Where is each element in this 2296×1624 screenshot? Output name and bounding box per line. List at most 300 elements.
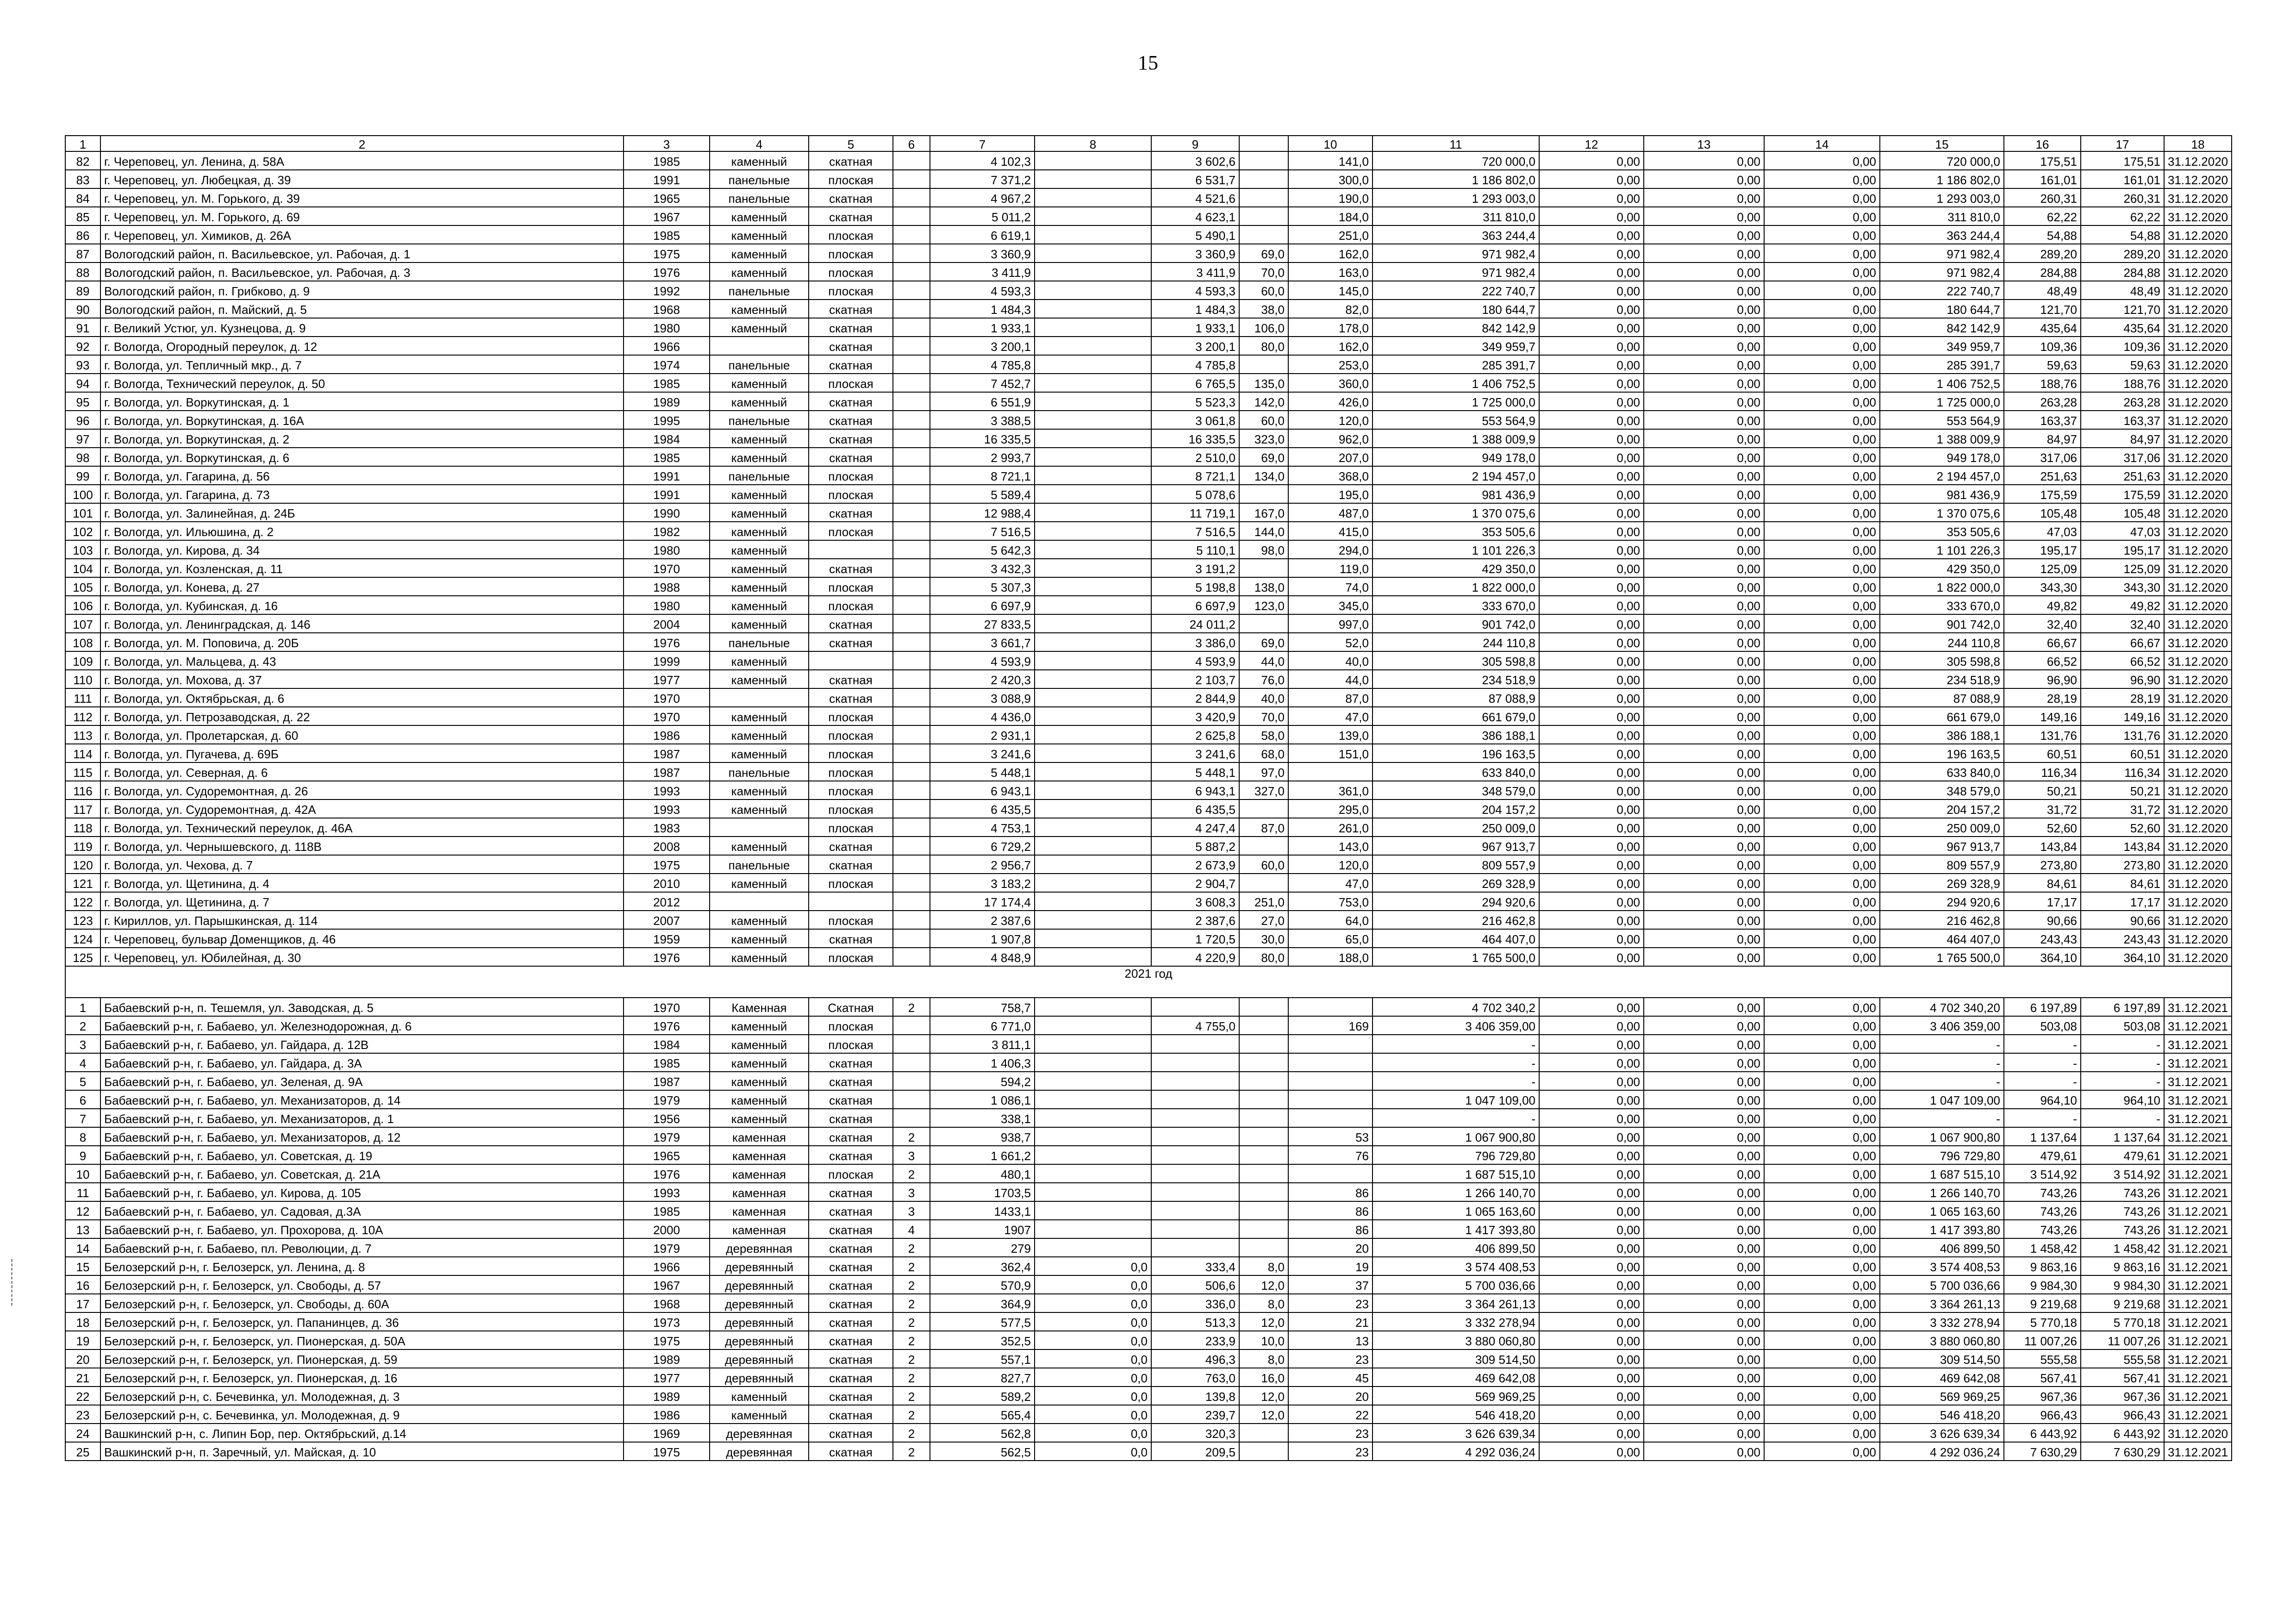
cell-col-6: [893, 540, 930, 559]
cell-col-7: 577,5: [930, 1312, 1035, 1331]
cell-col-1: 83: [65, 170, 100, 188]
table-row: [65, 411, 2232, 429]
cell-col-18: 567,41: [2081, 1368, 2164, 1387]
cell-col-8: 0,0: [1035, 1294, 1151, 1312]
cell-col-1: 94: [65, 374, 100, 392]
cell-col-15: 0,00: [1764, 1164, 1880, 1183]
cell-col-12: 809 557,9: [1373, 855, 1539, 874]
cell-col-6: [893, 651, 930, 670]
cell-col-13: 0,00: [1539, 1405, 1644, 1424]
cell-col-6: 3: [893, 1146, 930, 1164]
cell-col-18: 479,61: [2081, 1146, 2164, 1164]
cell-col-5: скатная: [809, 837, 893, 855]
cell-col-12: 1 370 075,6: [1373, 503, 1539, 522]
cell-col-1: 12: [65, 1201, 100, 1220]
cell-col-11: 86: [1288, 1201, 1373, 1220]
cell-col-2: Вологодский район, п. Васильевское, ул. Рабочая, д. 1: [100, 244, 624, 262]
cell-col-15: 0,00: [1764, 781, 1880, 800]
cell-col-17: 175,59: [2004, 485, 2081, 503]
cell-col-3: 3: [624, 136, 710, 151]
cell-col-19: 31.12.2021: [2164, 1146, 2232, 1164]
cell-col-12: 1 406 752,5: [1373, 374, 1539, 392]
cell-col-7: 1 933,1: [930, 318, 1035, 337]
cell-col-9: 4 593,3: [1151, 281, 1239, 300]
cell-col-8: [1035, 170, 1151, 188]
cell-col-14: 0,00: [1644, 781, 1764, 800]
cell-col-8: [1035, 1035, 1151, 1053]
cell-col-5: 5: [809, 136, 893, 151]
cell-col-5: плоская: [809, 485, 893, 503]
cell-col-17: 90,66: [2004, 911, 2081, 929]
cell-col-15: 0,00: [1764, 1183, 1880, 1201]
table-row: [65, 1349, 2232, 1368]
cell-col-14: 0,00: [1644, 800, 1764, 818]
cell-col-14: 13: [1644, 136, 1764, 151]
cell-col-4: каменный: [710, 1109, 809, 1127]
cell-col-18: 49,82: [2081, 596, 2164, 614]
cell-col-16: 1 293 003,0: [1880, 188, 2004, 207]
cell-col-14: 0,00: [1644, 855, 1764, 874]
cell-col-1: 16: [65, 1275, 100, 1294]
cell-col-16: -: [1880, 1109, 2004, 1127]
cell-col-18: 52,60: [2081, 818, 2164, 837]
cell-col-3: 1965: [624, 188, 710, 207]
cell-col-7: 7 516,5: [930, 522, 1035, 540]
cell-col-17: 188,76: [2004, 374, 2081, 392]
cell-col-1: 121: [65, 874, 100, 892]
cell-col-9: [1151, 998, 1239, 1016]
table-row: [65, 948, 2232, 966]
cell-col-10: [1239, 837, 1288, 855]
cell-col-10: 97,0: [1239, 762, 1288, 781]
cell-col-6: [893, 577, 930, 596]
table-row: [65, 892, 2232, 911]
cell-col-9: 2 510,0: [1151, 448, 1239, 466]
cell-col-13: 0,00: [1539, 1072, 1644, 1090]
cell-col-11: [1288, 1164, 1373, 1183]
cell-col-15: 0,00: [1764, 1053, 1880, 1072]
cell-col-10: [1239, 188, 1288, 207]
cell-col-11: 361,0: [1288, 781, 1373, 800]
cell-col-5: скатная: [809, 1349, 893, 1368]
cell-col-5: плоская: [809, 1035, 893, 1053]
cell-col-10: [1239, 1109, 1288, 1127]
cell-col-7: 4 967,2: [930, 188, 1035, 207]
cell-col-6: [893, 781, 930, 800]
cell-col-11: 45: [1288, 1368, 1373, 1387]
cell-col-12: 971 982,4: [1373, 244, 1539, 262]
cell-col-13: 0,00: [1539, 1368, 1644, 1387]
cell-col-17: 966,43: [2004, 1405, 2081, 1424]
cell-col-12: 633 840,0: [1373, 762, 1539, 781]
cell-col-16: 1 687 515,10: [1880, 1164, 2004, 1183]
cell-col-7: 3 360,9: [930, 244, 1035, 262]
cell-col-15: 0,00: [1764, 911, 1880, 929]
cell-col-14: 0,00: [1644, 596, 1764, 614]
cell-col-13: 0,00: [1539, 818, 1644, 837]
cell-col-8: [1035, 355, 1151, 374]
cell-col-6: [893, 262, 930, 281]
cell-col-7: 3 661,7: [930, 633, 1035, 651]
cell-col-14: 0,00: [1644, 892, 1764, 911]
cell-col-14: 0,00: [1644, 1331, 1764, 1349]
cell-col-6: [893, 207, 930, 225]
cell-col-19: 31.12.2020: [2164, 170, 2232, 188]
cell-col-1: 2: [65, 1016, 100, 1035]
cell-col-4: каменный: [710, 1387, 809, 1405]
cell-col-14: 0,00: [1644, 1257, 1764, 1275]
cell-col-15: 0,00: [1764, 837, 1880, 855]
cell-col-12: 348 579,0: [1373, 781, 1539, 800]
cell-col-6: [893, 225, 930, 244]
cell-col-17: 343,30: [2004, 577, 2081, 596]
cell-col-5: плоская: [809, 1016, 893, 1035]
cell-col-12: 569 969,25: [1373, 1387, 1539, 1405]
cell-col-6: 2: [893, 1127, 930, 1146]
cell-col-11: 23: [1288, 1349, 1373, 1368]
cell-col-2: г. Череповец, ул. Юбилейная, д. 30: [100, 948, 624, 966]
cell-col-8: 0,0: [1035, 1424, 1151, 1442]
cell-col-3: 1982: [624, 522, 710, 540]
cell-col-16: 546 418,20: [1880, 1405, 2004, 1424]
cell-col-16: 2 194 457,0: [1880, 466, 2004, 485]
cell-col-14: 0,00: [1644, 874, 1764, 892]
cell-col-5: плоская: [809, 577, 893, 596]
cell-col-3: 1977: [624, 1368, 710, 1387]
table-row: [65, 300, 2232, 318]
cell-col-15: 0,00: [1764, 1016, 1880, 1035]
cell-col-2: г. Вологда, ул. Щетинина, д. 4: [100, 874, 624, 892]
cell-col-11: 169: [1288, 1016, 1373, 1035]
cell-col-17: 62,22: [2004, 207, 2081, 225]
cell-col-6: 2: [893, 1442, 930, 1461]
cell-col-18: 62,22: [2081, 207, 2164, 225]
table-row: [65, 1183, 2232, 1201]
cell-col-2: г. Вологда, ул. Пугачева, д. 69Б: [100, 744, 624, 762]
cell-col-8: 0,0: [1035, 1368, 1151, 1387]
cell-col-8: [1035, 262, 1151, 281]
cell-col-17: 121,70: [2004, 300, 2081, 318]
cell-col-19: 31.12.2021: [2164, 1053, 2232, 1072]
cell-col-10: 69,0: [1239, 448, 1288, 466]
cell-col-18: -: [2081, 1109, 2164, 1127]
table-row: [65, 466, 2232, 485]
cell-col-12: 981 436,9: [1373, 485, 1539, 503]
table-row: [65, 225, 2232, 244]
cell-col-15: 0,00: [1764, 448, 1880, 466]
cell-col-8: [1035, 707, 1151, 725]
cell-col-3: 1983: [624, 818, 710, 837]
cell-col-17: 125,09: [2004, 559, 2081, 577]
cell-col-18: 96,90: [2081, 670, 2164, 688]
cell-col-7: 27 833,5: [930, 614, 1035, 633]
cell-col-19: 31.12.2020: [2164, 911, 2232, 929]
cell-col-19: 31.12.2021: [2164, 1442, 2232, 1461]
cell-col-17: -: [2004, 1072, 2081, 1090]
cell-col-16: 1 067 900,80: [1880, 1127, 2004, 1146]
cell-col-11: 294,0: [1288, 540, 1373, 559]
cell-col-5: скатная: [809, 1090, 893, 1109]
cell-col-6: [893, 670, 930, 688]
cell-col-13: 0,00: [1539, 837, 1644, 855]
cell-col-11: 64,0: [1288, 911, 1373, 929]
cell-col-3: 2010: [624, 874, 710, 892]
cell-col-14: 0,00: [1644, 1424, 1764, 1442]
cell-col-15: 0,00: [1764, 1257, 1880, 1275]
cell-col-19: 31.12.2020: [2164, 707, 2232, 725]
cell-col-11: 360,0: [1288, 374, 1373, 392]
table-row: [65, 485, 2232, 503]
cell-col-13: 0,00: [1539, 540, 1644, 559]
cell-col-7: 3 811,1: [930, 1035, 1035, 1053]
cell-col-1: 3: [65, 1035, 100, 1053]
cell-col-3: 1965: [624, 1146, 710, 1164]
cell-col-5: скатная: [809, 448, 893, 466]
cell-col-9: [1151, 1035, 1239, 1053]
cell-col-12: 1 687 515,10: [1373, 1164, 1539, 1183]
cell-col-2: Белозерский р-н, с. Бечевинка, ул. Молодежная, д. 9: [100, 1405, 624, 1424]
cell-col-15: 0,00: [1764, 1442, 1880, 1461]
cell-col-15: 0,00: [1764, 948, 1880, 966]
cell-col-13: 0,00: [1539, 392, 1644, 411]
cell-col-10: 30,0: [1239, 929, 1288, 948]
cell-col-10: [1239, 1424, 1288, 1442]
cell-col-15: 0,00: [1764, 1424, 1880, 1442]
cell-col-5: плоская: [809, 244, 893, 262]
cell-col-12: 250 009,0: [1373, 818, 1539, 837]
cell-col-8: [1035, 1127, 1151, 1146]
table-row: [65, 503, 2232, 522]
cell-col-16: 353 505,6: [1880, 522, 2004, 540]
cell-col-11: 86: [1288, 1220, 1373, 1238]
cell-col-1: 11: [65, 1183, 100, 1201]
cell-col-18: 59,63: [2081, 355, 2164, 374]
cell-col-15: 0,00: [1764, 1072, 1880, 1090]
cell-col-11: 76: [1288, 1146, 1373, 1164]
cell-col-10: 323,0: [1239, 429, 1288, 448]
cell-col-13: 0,00: [1539, 577, 1644, 596]
cell-col-18: 66,52: [2081, 651, 2164, 670]
cell-col-5: скатная: [809, 633, 893, 651]
cell-col-10: [1239, 1035, 1288, 1053]
cell-col-4: каменный: [710, 522, 809, 540]
cell-col-2: г. Вологда, ул. Воркутинская, д. 1: [100, 392, 624, 411]
cell-col-9: 3 386,0: [1151, 633, 1239, 651]
cell-col-14: 0,00: [1644, 281, 1764, 300]
cell-col-15: 0,00: [1764, 244, 1880, 262]
cell-col-4: 4: [710, 136, 809, 151]
cell-col-18: 163,37: [2081, 411, 2164, 429]
cell-col-10: [1239, 1072, 1288, 1090]
cell-col-3: 1980: [624, 318, 710, 337]
cell-col-6: 2: [893, 1275, 930, 1294]
cell-col-3: 1985: [624, 225, 710, 244]
cell-col-11: 21: [1288, 1312, 1373, 1331]
cell-col-9: 9: [1151, 136, 1239, 151]
cell-col-3: 1970: [624, 559, 710, 577]
cell-col-15: 0,00: [1764, 225, 1880, 244]
cell-col-15: 0,00: [1764, 281, 1880, 300]
cell-col-16: 3 880 060,80: [1880, 1331, 2004, 1349]
cell-col-2: г. Вологда, ул. Воркутинская, д. 16А: [100, 411, 624, 429]
cell-col-3: 1985: [624, 448, 710, 466]
cell-col-14: 0,00: [1644, 1072, 1764, 1090]
cell-col-4: каменная: [710, 1164, 809, 1183]
table-row: [65, 614, 2232, 633]
cell-col-4: каменный: [710, 614, 809, 633]
cell-col-5: плоская: [809, 948, 893, 966]
cell-col-5: плоская: [809, 522, 893, 540]
cell-col-15: 0,00: [1764, 411, 1880, 429]
cell-col-6: 2: [893, 1238, 930, 1257]
cell-col-18: 273,80: [2081, 855, 2164, 874]
cell-col-1: 119: [65, 837, 100, 855]
cell-col-7: 2 931,1: [930, 725, 1035, 744]
table-row: [65, 670, 2232, 688]
table-row: [65, 1275, 2232, 1294]
cell-col-2: Бабаевский р-н, г. Бабаево, ул. Зеленая, д. 9А: [100, 1072, 624, 1090]
table-row: [65, 1294, 2232, 1312]
cell-col-10: [1239, 485, 1288, 503]
cell-col-10: [1239, 1016, 1288, 1035]
table-row: [65, 800, 2232, 818]
cell-col-8: [1035, 651, 1151, 670]
cell-col-16: 1 417 393,80: [1880, 1220, 2004, 1238]
cell-col-16: 1 765 500,0: [1880, 948, 2004, 966]
cell-col-18: 9 863,16: [2081, 1257, 2164, 1275]
cell-col-9: 4 521,6: [1151, 188, 1239, 207]
cell-col-12: 1 822 000,0: [1373, 577, 1539, 596]
cell-col-9: 3 602,6: [1151, 151, 1239, 170]
cell-col-13: 0,00: [1539, 1035, 1644, 1053]
cell-col-10: [1239, 1201, 1288, 1220]
cell-col-19: 31.12.2020: [2164, 559, 2232, 577]
cell-col-2: г. Вологда, ул. Октябрьская, д. 6: [100, 688, 624, 707]
cell-col-10: 60,0: [1239, 411, 1288, 429]
cell-col-11: 20: [1288, 1387, 1373, 1405]
cell-col-3: 1966: [624, 1257, 710, 1275]
cell-col-17: 964,10: [2004, 1090, 2081, 1109]
cell-col-13: 0,00: [1539, 998, 1644, 1016]
cell-col-4: деревянная: [710, 1238, 809, 1257]
cell-col-6: [893, 448, 930, 466]
cell-col-13: 0,00: [1539, 1220, 1644, 1238]
cell-col-4: каменный: [710, 540, 809, 559]
cell-col-7: 1 086,1: [930, 1090, 1035, 1109]
table-row: [65, 522, 2232, 540]
cell-col-19: 31.12.2021: [2164, 1257, 2232, 1275]
cell-col-15: 0,00: [1764, 540, 1880, 559]
cell-col-18: 966,43: [2081, 1405, 2164, 1424]
cell-col-2: Бабаевский р-н, г. Бабаево, ул. Гайдара, д. 12В: [100, 1035, 624, 1053]
cell-col-17: 1 137,64: [2004, 1127, 2081, 1146]
cell-col-13: 0,00: [1539, 411, 1644, 429]
cell-col-1: 7: [65, 1109, 100, 1127]
cell-col-14: 0,00: [1644, 1127, 1764, 1146]
cell-col-14: 0,00: [1644, 522, 1764, 540]
cell-col-11: 368,0: [1288, 466, 1373, 485]
cell-col-3: 1993: [624, 1183, 710, 1201]
cell-col-19: 31.12.2021: [2164, 1387, 2232, 1405]
cell-col-19: 31.12.2021: [2164, 1035, 2232, 1053]
cell-col-3: 1973: [624, 1312, 710, 1331]
cell-col-6: [893, 929, 930, 948]
cell-col-13: 0,00: [1539, 1331, 1644, 1349]
table-row: [65, 559, 2232, 577]
cell-col-15: 0,00: [1764, 1220, 1880, 1238]
cell-col-6: 4: [893, 1220, 930, 1238]
cell-col-9: 2 625,8: [1151, 725, 1239, 744]
cell-col-6: [893, 151, 930, 170]
table-row: [65, 1368, 2232, 1387]
cell-col-13: 0,00: [1539, 762, 1644, 781]
spacer-cell: [65, 980, 2232, 998]
cell-col-18: 967,36: [2081, 1387, 2164, 1405]
cell-col-7: 1907: [930, 1220, 1035, 1238]
cell-col-7: 562,5: [930, 1442, 1035, 1461]
cell-col-10: [1239, 207, 1288, 225]
cell-col-5: скатная: [809, 337, 893, 355]
cell-col-10: 134,0: [1239, 466, 1288, 485]
cell-col-9: 4 247,4: [1151, 818, 1239, 837]
cell-col-4: каменный: [710, 948, 809, 966]
cell-col-5: скатная: [809, 614, 893, 633]
cell-col-19: 31.12.2020: [2164, 670, 2232, 688]
cell-col-8: [1035, 281, 1151, 300]
cell-col-4: каменный: [710, 559, 809, 577]
cell-col-10: [1239, 1220, 1288, 1238]
cell-col-17: 54,88: [2004, 225, 2081, 244]
cell-col-5: плоская: [809, 911, 893, 929]
cell-col-3: 1968: [624, 300, 710, 318]
cell-col-7: 3 088,9: [930, 688, 1035, 707]
cell-col-19: 31.12.2020: [2164, 929, 2232, 948]
table-row: [65, 374, 2232, 392]
cell-col-2: Бабаевский р-н, г. Бабаево, ул. Механизаторов, д. 1: [100, 1109, 624, 1127]
cell-col-17: 47,03: [2004, 522, 2081, 540]
cell-col-4: каменный: [710, 448, 809, 466]
cell-col-10: 167,0: [1239, 503, 1288, 522]
cell-col-19: 31.12.2021: [2164, 998, 2232, 1016]
cell-col-17: 743,26: [2004, 1220, 2081, 1238]
cell-col-18: 195,17: [2081, 540, 2164, 559]
cell-col-14: 0,00: [1644, 1220, 1764, 1238]
cell-col-3: 1976: [624, 262, 710, 281]
table-row: [65, 1331, 2232, 1349]
cell-col-10: 106,0: [1239, 318, 1288, 337]
cell-col-7: 3 432,3: [930, 559, 1035, 577]
cell-col-9: 763,0: [1151, 1368, 1239, 1387]
cell-col-1: 90: [65, 300, 100, 318]
cell-col-1: 9: [65, 1146, 100, 1164]
cell-col-10: [1239, 151, 1288, 170]
table-row: [65, 818, 2232, 837]
cell-col-13: 0,00: [1539, 503, 1644, 522]
cell-col-12: 333 670,0: [1373, 596, 1539, 614]
cell-col-16: 1 065 163,60: [1880, 1201, 2004, 1220]
cell-col-14: 0,00: [1644, 225, 1764, 244]
cell-col-6: [893, 411, 930, 429]
cell-col-2: Бабаевский р-н, г. Бабаево, ул. Кирова, д. 105: [100, 1183, 624, 1201]
cell-col-11: 47,0: [1288, 707, 1373, 725]
cell-col-15: 0,00: [1764, 374, 1880, 392]
cell-col-15: 0,00: [1764, 337, 1880, 355]
cell-col-4: каменный: [710, 503, 809, 522]
cell-col-7: 562,8: [930, 1424, 1035, 1442]
cell-col-11: 10: [1288, 136, 1373, 151]
cell-col-8: [1035, 448, 1151, 466]
table-row: [65, 725, 2232, 744]
